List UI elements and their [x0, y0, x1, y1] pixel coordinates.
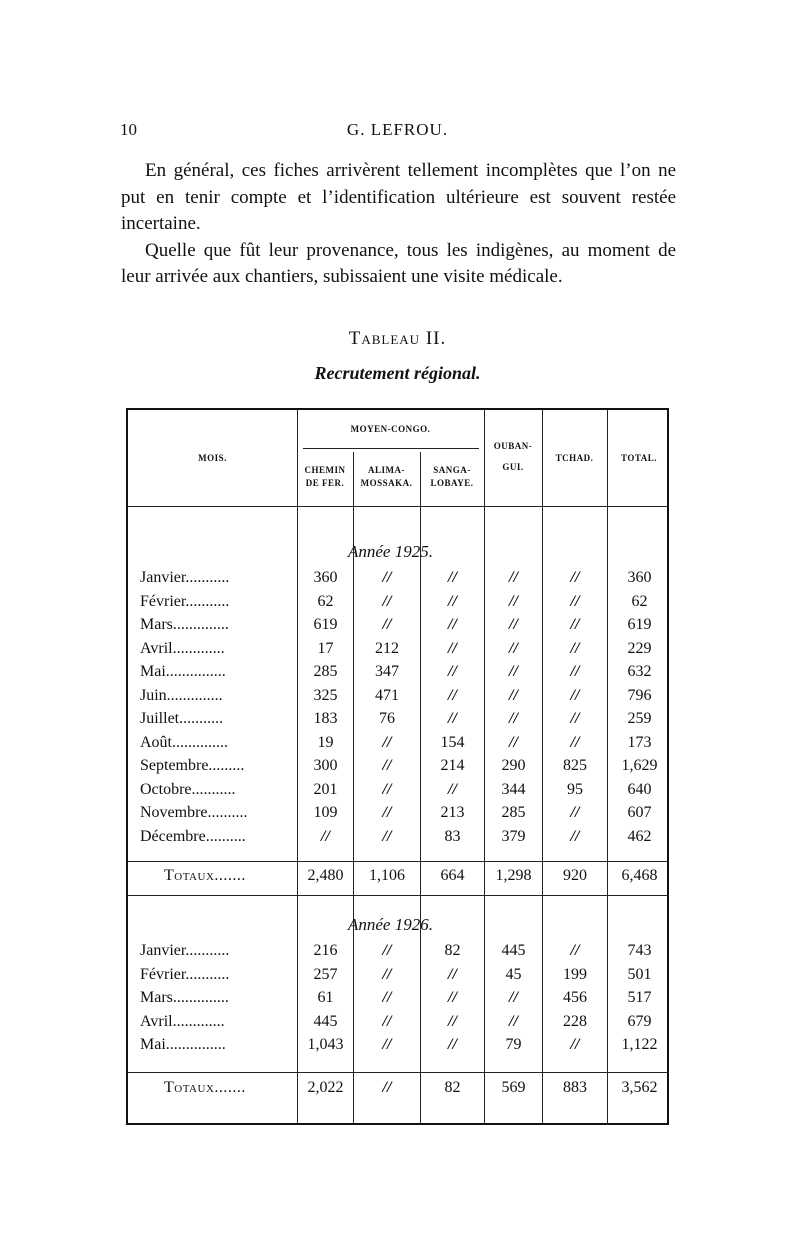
- table-cell: 607: [627, 804, 652, 821]
- table-cell: //: [509, 616, 518, 633]
- table-cell: //: [448, 989, 457, 1006]
- header-tchad: TCHAD.: [555, 453, 594, 463]
- table-cell: 212: [375, 639, 399, 657]
- table-cell: 201: [313, 780, 338, 798]
- table-cell: //: [509, 733, 518, 751]
- table-cell: 229: [627, 639, 652, 657]
- month-label: Juin..............: [140, 686, 223, 704]
- table-cell: 344: [501, 780, 526, 798]
- table-row: [128, 1036, 671, 1060]
- table-row: [128, 804, 671, 828]
- header-chemin-de-fer: CHEMIN DE FER.: [304, 465, 346, 488]
- table-cell: 445: [501, 942, 526, 959]
- table-cell: 640: [627, 780, 652, 798]
- table-cell: 1,629: [621, 757, 658, 774]
- header-sanga-lobaye: SANGA- LOBAYE.: [430, 465, 474, 488]
- table-cell: //: [382, 780, 392, 798]
- table-row: [128, 687, 671, 711]
- table-cell: 300: [313, 757, 338, 774]
- table-cell: 214: [440, 757, 465, 774]
- table-row: [128, 734, 671, 758]
- table-cell: 95: [567, 780, 583, 798]
- month-label: Mars..............: [140, 989, 229, 1006]
- table-cell: //: [509, 663, 518, 680]
- table-cell: //: [448, 686, 457, 704]
- table-cell: //: [382, 616, 392, 633]
- table-cell: 825: [563, 757, 587, 774]
- table-cell: 360: [313, 569, 338, 586]
- table-cell: 199: [563, 965, 587, 983]
- table-cell: //: [570, 827, 580, 845]
- table-row: [128, 757, 671, 781]
- table-cell: 462: [627, 827, 652, 845]
- table-cell: 183: [313, 710, 338, 727]
- month-label: Février...........: [140, 965, 230, 983]
- table-cell: //: [448, 710, 457, 727]
- month-label: Janvier...........: [140, 942, 230, 959]
- month-label: Mars..............: [140, 616, 229, 633]
- body-text: [121, 158, 676, 291]
- table-row: [128, 710, 671, 734]
- table-cell: //: [448, 639, 457, 657]
- table-cell: 456: [563, 989, 587, 1006]
- page-number: 10: [120, 120, 137, 139]
- table-cell: 257: [313, 965, 338, 983]
- table-cell: //: [448, 592, 457, 610]
- month-label: Février...........: [140, 592, 230, 610]
- table-cell: 619: [313, 616, 338, 633]
- table-cell: 679: [627, 1012, 652, 1030]
- month-label: Avril.............: [140, 1012, 225, 1030]
- table-cell: 62: [631, 592, 648, 610]
- table-cell: //: [382, 1079, 392, 1096]
- table-row: [128, 966, 671, 990]
- month-label: Novembre..........: [140, 804, 248, 821]
- table-cell: //: [382, 942, 392, 959]
- table-cell: //: [509, 639, 518, 657]
- table-cell: //: [570, 639, 580, 657]
- month-label: Septembre.........: [140, 757, 245, 774]
- header-alima-mossaka: ALIMA- MOSSAKA.: [360, 465, 413, 488]
- table-cell: //: [448, 663, 457, 680]
- table-row: [128, 663, 671, 687]
- month-label: Mai...............: [140, 1036, 226, 1053]
- header-total: TOTAL.: [621, 453, 657, 463]
- table-cell: //: [382, 827, 392, 845]
- month-label: Mai...............: [140, 663, 226, 680]
- moyen-congo-rule: [303, 448, 479, 449]
- table-cell: 664: [440, 867, 465, 884]
- header-moyen-congo: MOYEN-CONGO.: [350, 424, 431, 434]
- table-title: Tableau II.: [348, 328, 447, 349]
- table-cell: //: [382, 592, 392, 610]
- table-cell: 1,106: [369, 867, 405, 884]
- table-cell: //: [382, 1036, 392, 1053]
- table-cell: 82: [444, 1079, 461, 1096]
- totals-row: [128, 1079, 671, 1103]
- table-cell: 285: [313, 663, 338, 680]
- table-cell: 1,298: [495, 867, 532, 884]
- table-cell: 569: [501, 1079, 526, 1096]
- recruitment-table: [126, 408, 669, 1125]
- totals-rule: [128, 895, 667, 896]
- table-cell: 2,480: [307, 867, 344, 884]
- month-label: Août..............: [140, 733, 228, 751]
- table-cell: //: [382, 733, 392, 751]
- table-cell: //: [382, 757, 392, 774]
- table-cell: //: [570, 1036, 580, 1053]
- table-cell: 216: [313, 942, 338, 959]
- table-cell: //: [509, 710, 518, 727]
- paragraph: En général, ces fiches arrivèrent tellement incomplètes que l’on ne put en tenir compte et l’identification ultérieure est souvent restée incertaine.: [121, 160, 676, 234]
- table-cell: 325: [313, 686, 338, 704]
- table-cell: 2,022: [307, 1079, 344, 1096]
- year-label: Année 1926.: [348, 915, 433, 934]
- table-cell: //: [382, 989, 392, 1006]
- header-rule: [128, 506, 667, 507]
- table-cell: 445: [313, 1012, 338, 1030]
- table-row: [128, 640, 671, 664]
- header-oubangui: OUBAN- GUI.: [493, 441, 533, 472]
- totals-row: [128, 867, 671, 891]
- running-head: G. LEFROU.: [346, 120, 449, 139]
- table-cell: 83: [444, 827, 461, 845]
- table-cell: 61: [317, 989, 334, 1006]
- page-header: [120, 120, 675, 144]
- month-label: Avril.............: [140, 639, 225, 657]
- header-mois: MOIS.: [198, 453, 227, 463]
- table-cell: 62: [317, 592, 334, 610]
- table-cell: //: [382, 1012, 392, 1030]
- table-cell: 619: [627, 616, 652, 633]
- table-cell: 109: [313, 804, 338, 821]
- table-cell: //: [570, 663, 580, 680]
- table-row: [128, 828, 671, 852]
- month-label: Janvier...........: [140, 569, 230, 586]
- table-row: [128, 616, 671, 640]
- table-cell: 173: [627, 733, 652, 751]
- table-cell: //: [509, 569, 518, 586]
- totals-label: Totaux.......: [164, 1079, 246, 1096]
- table-cell: 1,122: [621, 1036, 658, 1053]
- table-cell: //: [509, 989, 518, 1006]
- table-cell: //: [570, 733, 580, 751]
- table-row: [128, 942, 671, 966]
- table-cell: 360: [627, 569, 652, 586]
- month-label: Décembre..........: [140, 827, 246, 845]
- table-cell: 228: [563, 1012, 587, 1030]
- table-cell: //: [448, 780, 457, 798]
- table-cell: 213: [440, 804, 465, 821]
- table-cell: //: [448, 965, 457, 983]
- table-cell: //: [448, 616, 457, 633]
- table-cell: 743: [627, 942, 652, 959]
- table-cell: //: [570, 942, 580, 959]
- table-cell: //: [382, 804, 392, 821]
- totals-rule: [128, 861, 667, 862]
- table-cell: 379: [501, 827, 526, 845]
- table-cell: 3,562: [621, 1079, 658, 1096]
- table-cell: //: [570, 569, 580, 586]
- table-cell: //: [382, 965, 392, 983]
- table-row: [128, 781, 671, 805]
- table-subtitle: Recrutement régional.: [314, 363, 481, 383]
- table-row: [128, 989, 671, 1013]
- table-cell: 285: [501, 804, 526, 821]
- table-cell: 79: [505, 1036, 522, 1053]
- table-cell: 45: [505, 965, 522, 983]
- table-cell: 920: [563, 867, 587, 884]
- table-cell: //: [570, 710, 580, 727]
- table-cell: //: [448, 569, 457, 586]
- table-cell: 471: [375, 686, 399, 704]
- month-label: Juillet...........: [140, 710, 224, 727]
- table-row: [128, 593, 671, 617]
- table-cell: 17: [317, 639, 334, 657]
- table-cell: 517: [627, 989, 652, 1006]
- table-cell: //: [509, 592, 518, 610]
- totals-label: Totaux.......: [164, 867, 246, 884]
- table-cell: 501: [627, 965, 652, 983]
- table-cell: //: [448, 1036, 457, 1053]
- table-cell: //: [570, 592, 580, 610]
- table-cell: //: [382, 569, 392, 586]
- table-cell: //: [570, 616, 580, 633]
- table-cell: 154: [440, 733, 465, 751]
- table-cell: 19: [317, 733, 334, 751]
- table-row: [128, 569, 671, 593]
- table-cell: //: [321, 827, 330, 845]
- table-cell: //: [570, 804, 580, 821]
- table-cell: 347: [375, 663, 399, 680]
- totals-rule: [128, 1072, 667, 1073]
- table-cell: 1,043: [307, 1036, 344, 1053]
- table-cell: //: [570, 686, 580, 704]
- table-cell: //: [509, 686, 518, 704]
- table-cell: 632: [627, 663, 652, 680]
- table-cell: 883: [563, 1079, 587, 1096]
- table-cell: 82: [444, 942, 461, 959]
- table-cell: 6,468: [621, 867, 658, 884]
- month-label: Octobre...........: [140, 780, 236, 798]
- paragraph: Quelle que fût leur provenance, tous les indigènes, au moment de leur arrivée aux chantiers, subissaient une visite médicale.: [121, 239, 676, 287]
- table-cell: 796: [627, 686, 652, 704]
- table-cell: 259: [627, 710, 652, 727]
- table-row: [128, 1013, 671, 1037]
- year-label: Année 1925.: [348, 542, 433, 561]
- table-cell: 290: [501, 757, 526, 774]
- table-cell: 76: [379, 710, 395, 727]
- table-cell: //: [448, 1012, 457, 1030]
- table-cell: //: [509, 1012, 518, 1030]
